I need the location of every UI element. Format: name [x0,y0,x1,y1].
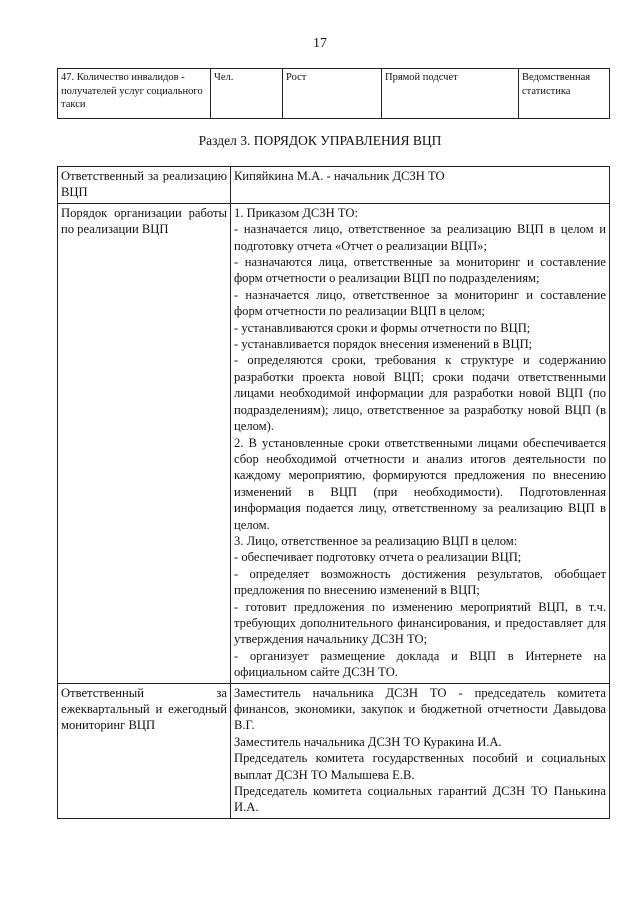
text-line: Председатель комитета государственных пособий и социальных выплат ДСЗН ТО Малышева Е.В. [234,751,606,782]
section-title: Раздел 3. ПОРЯДОК УПРАВЛЕНИЯ ВЦП [198,133,442,148]
text-line: - назначается лицо, ответственное за реализацию ВЦП в целом и подготовку отчета «Отчет о реализации ВЦП»; [234,222,606,253]
text-line: - определяются сроки, требования к структуре и содержанию разработки проекта новой ВЦП; сроки подачи ответственными лицами необходимой информации для разработки новой ВЦП (по подразделениям); лицо, ответственное за разработку новой ВЦП (в целом). [234,353,606,434]
table-row [58,683,610,818]
text-line: 3. Лицо, ответственное за реализацию ВЦП в целом: [234,533,518,548]
text-line: - устанавливаются сроки и формы отчетности по ВЦП; [234,320,531,335]
text-line: - устанавливается порядок внесения изменений в ВЦП; [234,337,533,352]
indicator-table [57,68,610,119]
table-row [58,167,610,204]
row-label-monitoring: Ответственный за ежеквартальный и ежегодный мониторинг ВЦП [58,683,231,818]
row-content-responsible [231,167,610,204]
text-line: Заместитель начальника ДСЗН ТО Куракина И.А. [234,734,502,749]
page-number: 17 [313,36,327,51]
text-line: - назначается лицо, ответственное за мониторинг и составление форм отчетности по реализации ВЦП в целом; [234,287,606,319]
text-line: - назначаются лица, ответственные за мониторинг и составление форм отчетности о реализации ВЦП по подразделениям; [234,255,606,286]
indicator-name: 47. Количество инвалидов - получателей услуг социального такси [58,69,211,119]
row-label-responsible: Ответственный за реализацию ВЦП [58,167,231,204]
indicator-method: Прямой подсчет [382,69,519,119]
row-content-procedure [231,203,610,683]
text-line: - организует размещение доклада и ВЦП в Интернете на официальном сайте ДСЗН ТО. [234,648,606,680]
management-table [57,166,610,819]
row-content-monitoring [231,683,610,818]
text-line: Заместитель начальника ДСЗН ТО - председатель комитета финансов, экономики, закупок и бюджетной отчетности Давыдова В.Г. [234,685,606,733]
indicator-trend: Рост [283,69,382,119]
table-row [58,203,610,683]
indicator-row [58,69,610,119]
text-line: - обеспечивает подготовку отчета о реализации ВЦП; [234,550,522,565]
text-line: 2. В установленные сроки ответственными лицами обеспечивается сбор необходимой отчетности и анализ итогов деятельности по каждому мероприятию, формируются предложения по внесению изменений в ВЦП (при необходимости). Подготовленная информация подается лицу, ответственному за реализацию ВЦП в целом. [234,435,606,532]
indicator-unit: Чел. [211,69,283,119]
text-line: - определяет возможность достижения результатов, обобщает предложения по внесению изменений в ВЦП; [234,566,606,598]
text-line: Кипяйкина М.А. - начальник ДСЗН ТО [234,169,445,183]
text-line: 1. Приказом ДСЗН ТО: [234,205,358,220]
text-line: - готовит предложения по изменению мероприятий ВЦП, в т.ч. требующих дополнительного финансирования, и предоставляет для утверждения начальнику ДСЗН ТО; [234,599,606,647]
text-line: Председатель комитета социальных гарантий ДСЗН ТО Панькина И.А. [234,784,606,815]
row-label-procedure: Порядок организации работы по реализации ВЦП [58,203,231,683]
indicator-source: Ведомственная статистика [519,69,610,119]
